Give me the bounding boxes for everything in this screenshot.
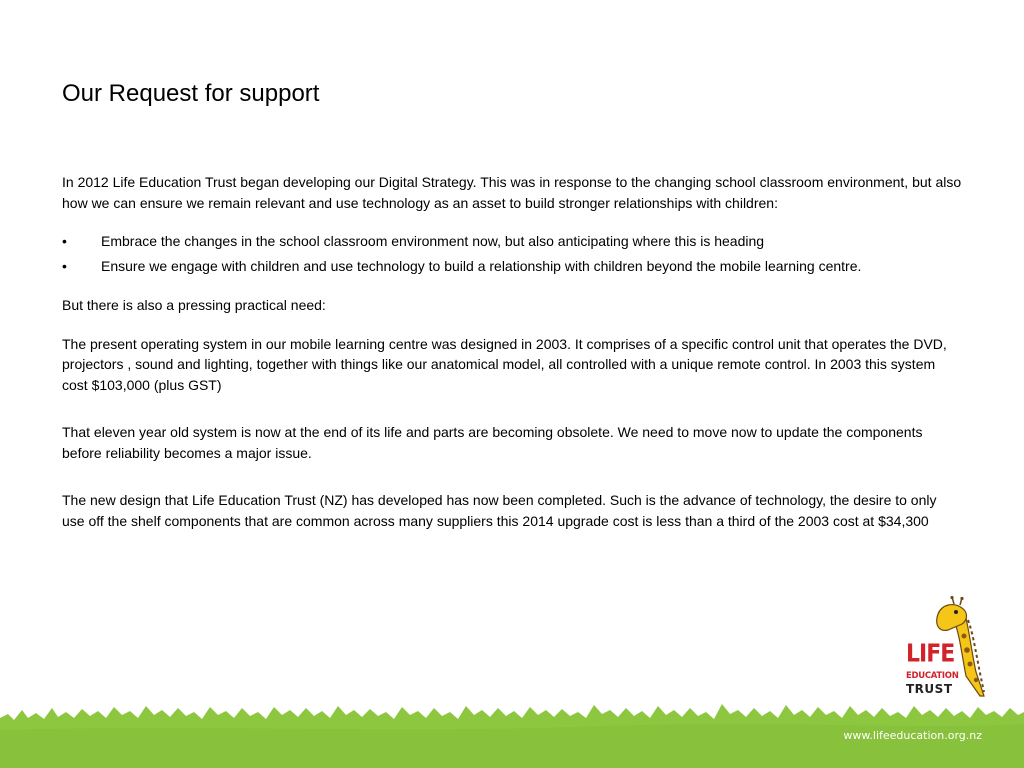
bullet-text: Ensure we engage with children and use technology to build a relationship with children beyond the mobile learning centre. <box>101 257 862 274</box>
intro-paragraph: In 2012 Life Education Trust began developing our Digital Strategy. This was in response to the changing school classroom environment, but also how we can ensure we remain relevant and use technology as an asset to build stronger relationships with children: <box>62 174 962 211</box>
bullet-marker: • <box>62 257 67 274</box>
slide-title: Our Request for support <box>62 80 320 107</box>
slide-body <box>62 172 962 531</box>
logo-trust-text: TRUST <box>906 681 953 696</box>
practical-need-paragraph: But there is also a pressing practical need: <box>62 297 326 313</box>
bullet-text: Embrace the changes in the school classroom environment now, but also anticipating where this is heading <box>101 233 765 249</box>
bullet-list <box>62 231 962 276</box>
bullet-item <box>62 256 962 277</box>
bullet-item <box>62 231 962 252</box>
bullet-marker: • <box>62 233 67 249</box>
logo-wordmark <box>906 639 959 696</box>
present-system-paragraph: The present operating system in our mobile learning centre was designed in 2003. It comprises of a specific control unit that operates the DVD, projectors , sound and lighting, together with things like our anatomical model, all controlled with a unique remote control. In 2003 this system cost $103,000 (plus GST) <box>62 335 947 393</box>
footer-url[interactable]: www.lifeeducation.org.nz <box>843 729 982 742</box>
new-design-paragraph: The new design that Life Education Trust (NZ) has developed has now been completed. Such is the advance of technology, the desire to only use off the shelf components that are common across many suppliers this 2014 upgrade cost is less than a third of the 2003 cost at $34,300 <box>62 492 937 529</box>
eleven-year-paragraph: That eleven year old system is now at the end of its life and parts are becoming obsolete. We need to move now to update the components before reliability becomes a major issue. <box>62 424 923 461</box>
logo-life-text: LIFE <box>906 639 955 669</box>
grass-footer <box>0 696 1024 768</box>
logo-education-text: EDUCATION <box>906 671 959 681</box>
